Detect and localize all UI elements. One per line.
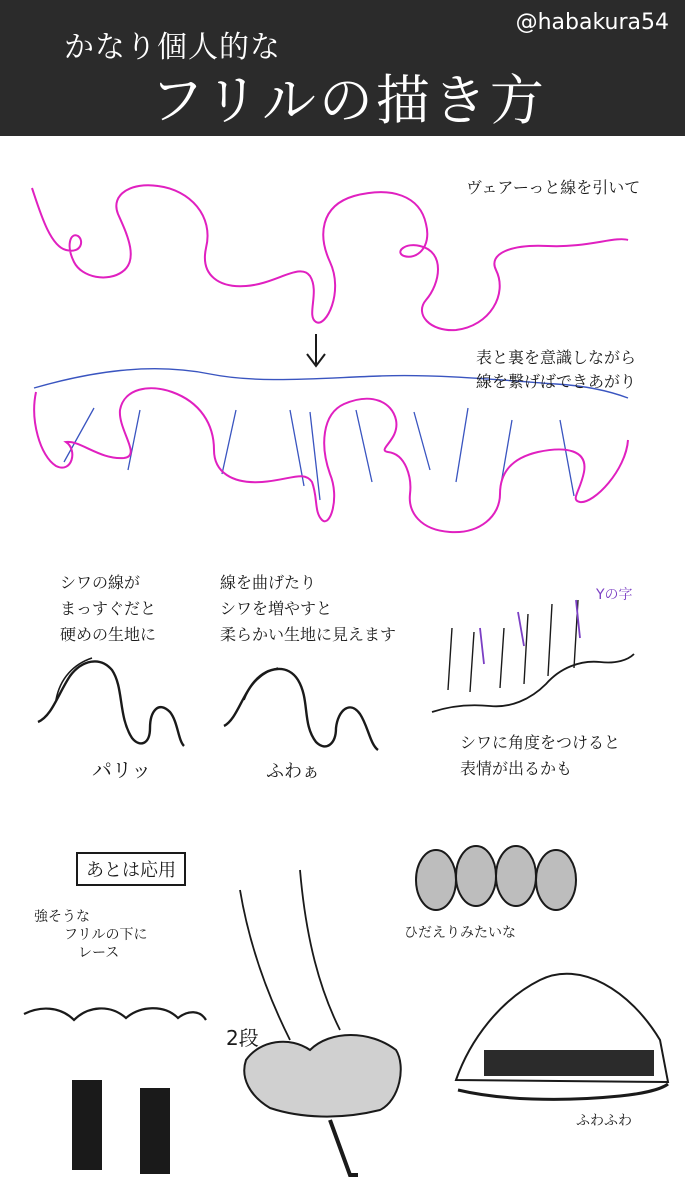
down-arrow-icon bbox=[307, 334, 325, 366]
author-handle: @habakura54 bbox=[515, 10, 669, 35]
collar-note: ひだえりみたいな bbox=[404, 925, 516, 941]
angle-note-line: 表情が出るかも bbox=[460, 759, 573, 778]
two-tier-frill-illustration bbox=[240, 870, 401, 1175]
step2-note-line: 表と裏を意識しながら bbox=[476, 348, 637, 367]
lace-note-line: レース bbox=[78, 945, 120, 961]
soft-note-line: シワを増やすと bbox=[220, 599, 333, 618]
header-subtitle: かなり個人的な bbox=[64, 30, 281, 65]
angle-note bbox=[460, 730, 620, 782]
soft-note-line: 柔らかい生地に見えます bbox=[220, 625, 397, 644]
hard-frill-illustration bbox=[38, 661, 184, 746]
lace-note bbox=[34, 908, 147, 962]
applied-section-label: あとは応用 bbox=[76, 852, 186, 886]
collar-frill-illustration bbox=[416, 846, 576, 910]
fluffy-label: ふわふわ bbox=[576, 1113, 632, 1129]
two-tier-label: 2段 bbox=[226, 1026, 259, 1050]
soft-frill-illustration bbox=[224, 669, 378, 750]
wavy-stroke-illustration bbox=[32, 185, 628, 330]
step2-note bbox=[476, 346, 636, 394]
fluffy-skirt-illustration bbox=[456, 974, 668, 1100]
hard-note-line: シワの線が bbox=[60, 573, 141, 592]
angle-note-line: シワに角度をつけると bbox=[460, 733, 621, 752]
soft-fabric-note bbox=[220, 570, 396, 648]
step1-note: ヴェアーっと線を引いて bbox=[466, 178, 641, 197]
soft-note-line: 線を曲げたり bbox=[220, 573, 317, 592]
hard-note-line: 硬めの生地に bbox=[60, 625, 157, 644]
lace-note-line: 強そうな bbox=[34, 909, 90, 925]
soft-sfx: ふわぁ bbox=[266, 761, 320, 782]
step2-note-line: 線を繋げばできあがり bbox=[476, 372, 637, 391]
hard-sfx: パリッ bbox=[92, 758, 152, 782]
y-shape-label: Yの字 bbox=[596, 587, 633, 603]
lace-frill-illustration bbox=[24, 1008, 206, 1174]
hard-fabric-note bbox=[60, 570, 156, 648]
hard-note-line: まっすぐだと bbox=[60, 599, 157, 618]
lace-note-line: フリルの下に bbox=[64, 927, 148, 943]
angled-wrinkle-illustration bbox=[432, 600, 634, 712]
header-title: フリルの描き方 bbox=[150, 69, 547, 132]
